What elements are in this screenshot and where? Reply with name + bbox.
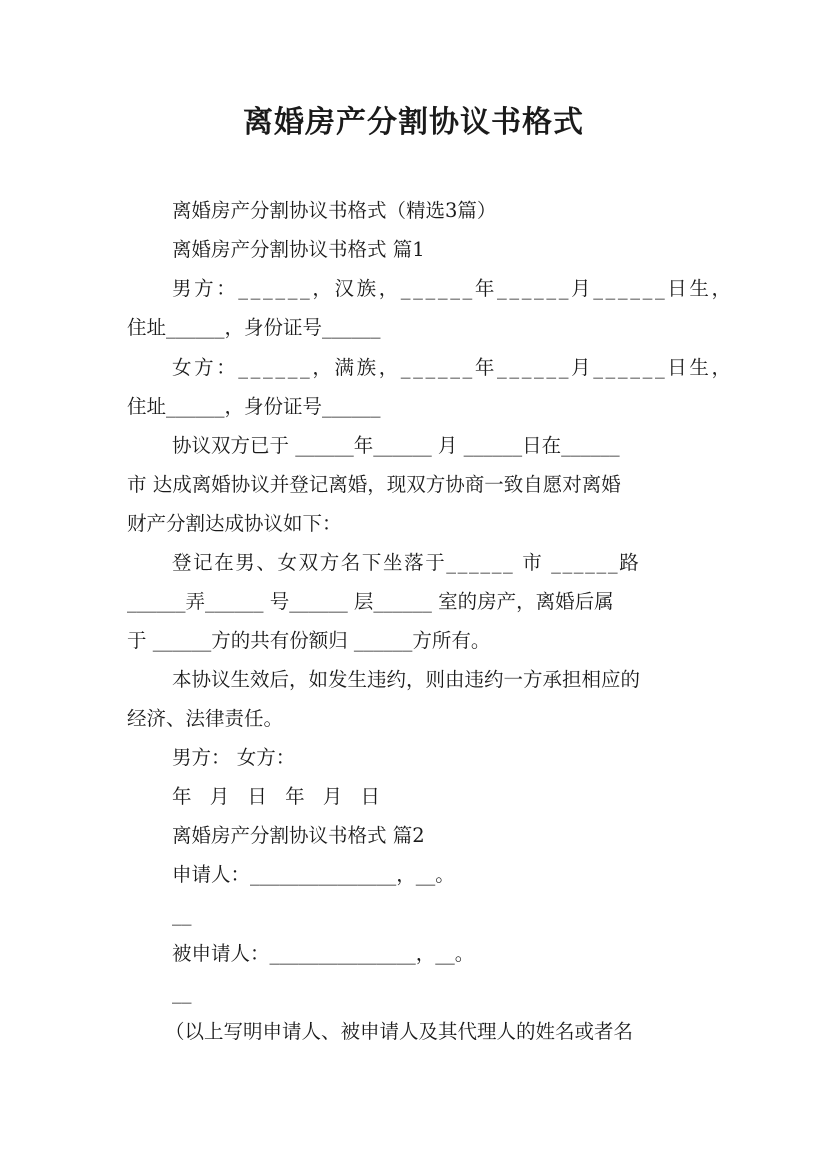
male-address-line: 住址______，身份证号______ (127, 316, 381, 339)
respondent-blank: __ (172, 981, 192, 1004)
respondent-line: 被申请人：_______________，__。 (172, 942, 475, 965)
section-heading-1: 离婚房产分割协议书格式 篇1 (172, 238, 425, 261)
document-title: 离婚房产分割协议书格式 (243, 105, 584, 140)
signature-labels: 男方： 女方： (172, 746, 296, 769)
applicant-line: 申请人：_______________，__。 (172, 863, 455, 886)
section-heading-2: 离婚房产分割协议书格式 篇2 (172, 824, 425, 847)
female-address-line: 住址______，身份证号______ (127, 395, 381, 418)
agreement-paragraph-line-1: 协议双方已于 ______年______ 月 ______日在______ (172, 434, 620, 457)
signature-dates: 年 月 日 年 月 日 (172, 785, 386, 808)
property-paragraph-line-1: 登记在男、女双方名下坐落于______ 市 ______路 (172, 551, 641, 574)
parties-note-line: （以上写明申请人、被申请人及其代理人的姓名或者名 (165, 1020, 634, 1043)
agreement-paragraph-line-3: 财产分割达成协议如下： (127, 512, 342, 535)
property-paragraph-line-2: ______弄______ 号______ 层______ 室的房产，离婚后属 (127, 590, 614, 613)
agreement-paragraph-line-2: 市 达成离婚协议并登记离婚，现双方协商一致自愿对离婚 (127, 473, 621, 496)
liability-paragraph-line-1: 本协议生效后，如发生违约，则由违约一方承担相应的 (172, 668, 641, 691)
female-party-line: 女方：______，满族，______年______月______日生， (172, 356, 734, 379)
subtitle-selected: 离婚房产分割协议书格式（精选3篇） (172, 199, 497, 222)
property-paragraph-line-3: 于 ______方的共有份额归 ______方所有。 (127, 629, 491, 652)
male-party-line: 男方：______，汉族，______年______月______日生， (172, 277, 734, 300)
applicant-blank: __ (172, 903, 192, 926)
liability-paragraph-line-2: 经济、法律责任。 (127, 707, 284, 730)
